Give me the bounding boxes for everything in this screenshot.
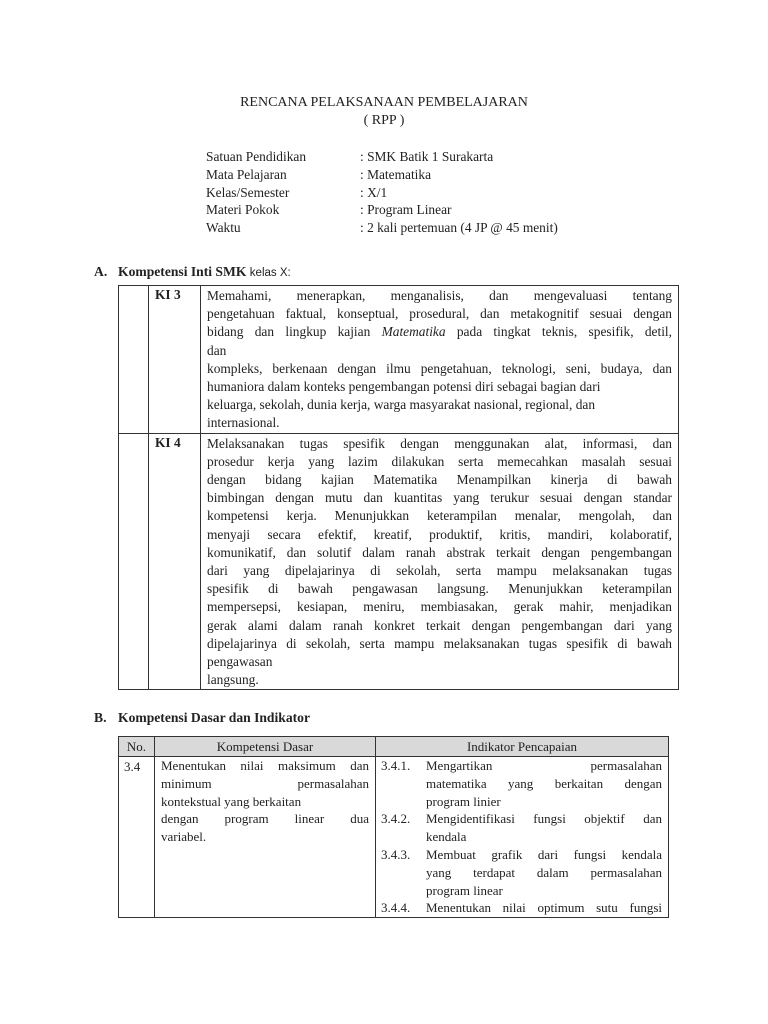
column-header-no: No. <box>119 737 155 757</box>
table-row <box>119 757 669 918</box>
indicator-item: 3.4.1. Mengartikan permasalahan matematika yang berkaitan dengan program linier <box>381 758 662 809</box>
document-subtitle: ( RPP ) <box>363 113 405 128</box>
table-row <box>119 433 679 690</box>
indicator-list <box>376 757 669 918</box>
section-b-heading: B. Kompetensi Dasar dan Indikator <box>94 710 310 725</box>
indicator-item: 3.4.4. Menentukan nilai optimum sutu fungsi <box>381 900 662 916</box>
ki-label: KI 4 <box>149 433 201 690</box>
ki-label: KI 3 <box>149 286 201 434</box>
kompetensi-inti-table <box>118 285 679 690</box>
section-a-heading: A. Kompetensi Inti SMK kelas X: <box>94 264 291 279</box>
identity-row: Mata Pelajaran : Matematika <box>206 166 432 182</box>
column-header-indicator: Indikator Pencapaian <box>376 737 669 757</box>
ki-text: Melaksanakan tugas spesifik dengan menggunakan alat, informasi, dan prosedur kerja yang lazim dilakukan serta memecahkan masalah sesuai dengan bidang kajian Matematika Menampilkan kinerja di bawah bimbingan dengan mutu dan kuantitas yang terukur sesuai dengan standar kompetensi kerja. Menunjukkan keterampilan menalar, mengolah, dan menyaji secara efektif, kreatif, produktif, kritis, mandiri, kolaboratif, komunikatif, dan solutif dalam ranah abstrak terkait dengan pengembangan dari yang dipelajarinya di sekolah, serta mampu melaksanakan tugas spesifik di bawah pengawasan langsung. Menunjukkan keterampilan mempersepsi, kesiapan, meniru, membiasakan, gerak mahir, menjadikan gerak alami dalam ranah konkret terkait dengan pengembangan dari yang dipelajarinya di sekolah, serta mampu melaksanakan tugas spesifik di bawah pengawasan langsung. <box>201 433 679 690</box>
identity-row: Waktu : 2 kali pertemuan (4 JP @ 45 menit) <box>206 220 558 236</box>
kd-description: Menentukan nilai maksimum dan minimum permasalahan kontekstual yang berkaitan dengan program linear dua variabel. <box>155 757 376 918</box>
indicator-item: 3.4.2. Mengidentifikasi fungsi objektif dan kendala <box>381 811 662 845</box>
kd-number: 3.4 <box>119 757 155 918</box>
identity-row: Kelas/Semester : X/1 <box>206 184 388 200</box>
column-header-kd: Kompetensi Dasar <box>155 737 376 757</box>
identity-row: Satuan Pendidikan : SMK Batik 1 Surakarta <box>206 149 494 164</box>
ki-text: Memahami, menerapkan, menganalisis, dan mengevaluasi tentang pengetahuan faktual, konseptual, prosedural, dan metakognitif sesuai dengan bidang dan lingkup kajian Matematika pada tingkat teknis, spesifik, detil, dan kompleks, berkenaan dengan ilmu pengetahuan, teknologi, seni, budaya, dan humaniora dalam konteks pengembangan potensi diri sebagai bagian dari keluarga, sekolah, dunia kerja, warga masyarakat nasional, regional, dan internasional. <box>201 286 679 434</box>
ki3-line3-a: bidang dan lingkup kajian <box>207 324 382 340</box>
identity-row: Materi Pokok : Program Linear <box>206 202 452 218</box>
table-header-row <box>119 737 669 757</box>
ki3-subject: Matematika <box>381 324 446 340</box>
identity-block <box>206 148 558 237</box>
indicator-item: 3.4.3. Membuat grafik dari fungsi kendala yang terdapat dalam permasalahan program linear <box>381 846 662 898</box>
document-title: RENCANA PELAKSANAAN PEMBELAJARAN <box>240 95 528 110</box>
table-row <box>119 286 679 434</box>
kompetensi-dasar-table <box>118 736 669 918</box>
